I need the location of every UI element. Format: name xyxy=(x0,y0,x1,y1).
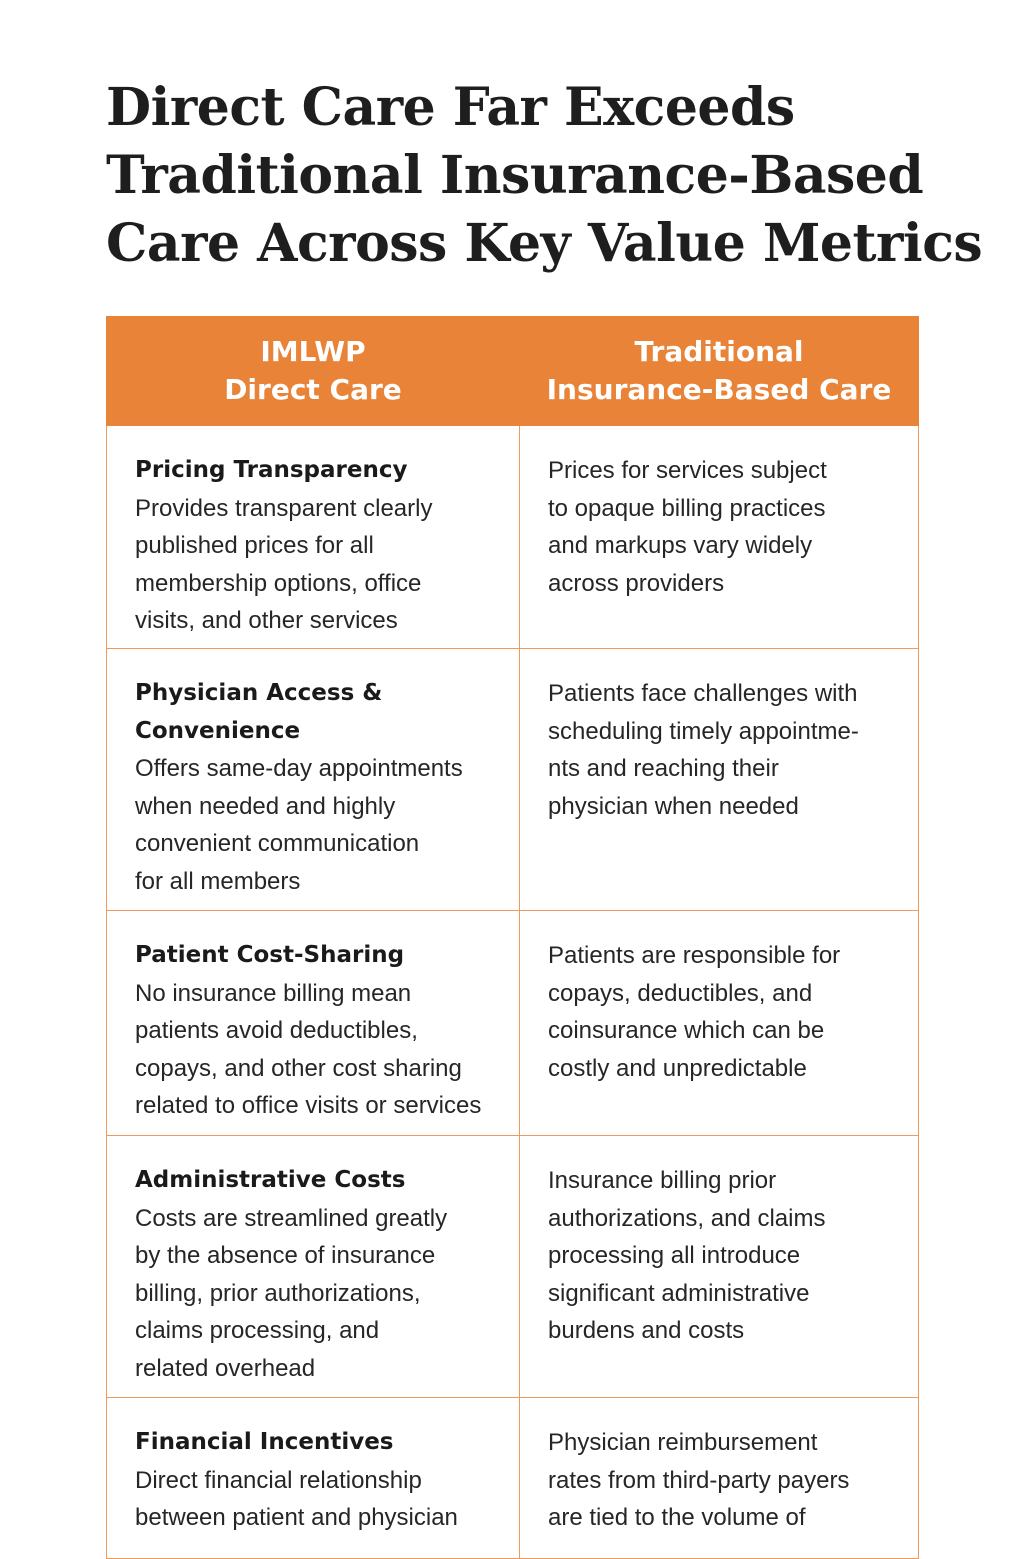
text-line: across providers xyxy=(548,569,725,597)
metric-name-line: Patient Cost-Sharing xyxy=(135,942,405,968)
text-line: convenient communication xyxy=(135,830,420,857)
table-header-row xyxy=(107,317,919,426)
text-line: billing, prior authorizations, xyxy=(135,1279,421,1307)
direct-care-description xyxy=(135,490,509,640)
direct-care-cell xyxy=(107,911,520,1136)
direct-care-description xyxy=(135,1462,509,1537)
text-line: claims processing, and xyxy=(135,1317,380,1344)
table-row xyxy=(107,911,919,1136)
text-line: copays, deductibles, and xyxy=(548,979,813,1007)
text-line: significant administrative xyxy=(548,1279,810,1307)
traditional-care-description xyxy=(548,937,908,1087)
metric-name-line: Pricing Transparency xyxy=(135,457,408,483)
traditional-care-cell xyxy=(520,1398,919,1559)
traditional-care-description xyxy=(548,1162,908,1350)
text-line: and markups vary widely xyxy=(548,532,813,559)
direct-care-description xyxy=(135,1200,509,1388)
traditional-care-description xyxy=(548,452,908,602)
traditional-care-cell xyxy=(520,1136,919,1398)
text-line: Patients face challenges with xyxy=(548,680,858,707)
text-line: visits, and other services xyxy=(135,607,398,634)
text-line: membership options, office xyxy=(135,569,422,597)
text-line: burdens and costs xyxy=(548,1317,745,1344)
text-line: nts and reaching their xyxy=(548,755,779,782)
metric-name-line: Physician Access & xyxy=(135,680,383,706)
traditional-care-description xyxy=(548,675,908,825)
direct-care-cell xyxy=(107,1398,520,1559)
header-traditional-care xyxy=(520,317,919,426)
direct-care-cell xyxy=(107,649,520,911)
direct-care-cell xyxy=(107,426,520,649)
text-line: Provides transparent clearly xyxy=(135,494,433,522)
text-line: patients avoid deductibles, xyxy=(135,1017,418,1044)
text-line: Offers same-day appointments xyxy=(135,755,463,782)
traditional-care-description xyxy=(548,1424,908,1537)
table-row xyxy=(107,426,919,649)
text-line: published prices for all xyxy=(135,532,374,559)
text-line: costly and unpredictable xyxy=(548,1054,807,1082)
header-line: IMLWP xyxy=(260,335,366,368)
traditional-care-cell xyxy=(520,426,919,649)
metric-name-line: Administrative Costs xyxy=(135,1167,406,1193)
table-row xyxy=(107,1136,919,1398)
text-line: Prices for services subject xyxy=(548,457,827,484)
text-line: related to office visits or services xyxy=(135,1092,482,1119)
text-line: scheduling timely appointme- xyxy=(548,717,859,745)
text-line: Physician reimbursement xyxy=(548,1429,818,1456)
direct-care-description xyxy=(135,975,509,1125)
header-line: Direct Care xyxy=(224,373,402,406)
header-direct-care xyxy=(107,317,520,426)
text-line: when needed and highly xyxy=(135,792,396,820)
metric-name xyxy=(135,1424,509,1462)
table-row xyxy=(107,649,919,911)
text-line: Direct financial relationship xyxy=(135,1466,422,1494)
header-line: Insurance-Based Care xyxy=(546,373,892,406)
page-title-line: Care Across Key Value Metrics xyxy=(106,213,983,274)
text-line: processing all introduce xyxy=(548,1242,801,1269)
page-title-line: Direct Care Far Exceeds xyxy=(106,77,795,138)
traditional-care-cell xyxy=(520,911,919,1136)
text-line: authorizations, and claims xyxy=(548,1204,826,1232)
text-line: are tied to the volume of xyxy=(548,1504,806,1531)
text-line: rates from third-party payers xyxy=(548,1466,850,1494)
metric-name xyxy=(135,675,509,750)
text-line: physician when needed xyxy=(548,792,799,820)
metric-name-line: Financial Incentives xyxy=(135,1429,394,1455)
direct-care-cell xyxy=(107,1136,520,1398)
text-line: No insurance billing mean xyxy=(135,979,412,1007)
page-title xyxy=(106,74,983,278)
metric-name xyxy=(135,452,509,490)
page-title-line: Traditional Insurance-Based xyxy=(106,145,924,206)
text-line: Insurance billing prior xyxy=(548,1167,777,1194)
direct-care-description xyxy=(135,750,509,900)
text-line: Costs are streamlined greatly xyxy=(135,1204,448,1232)
metric-name xyxy=(135,937,509,975)
text-line: Patients are responsible for xyxy=(548,942,841,969)
table-row xyxy=(107,1398,919,1559)
metric-name-line: Convenience xyxy=(135,717,301,744)
text-line: to opaque billing practices xyxy=(548,494,826,522)
text-line: coinsurance which can be xyxy=(548,1017,825,1044)
header-line: Traditional xyxy=(634,335,804,368)
text-line: copays, and other cost sharing xyxy=(135,1054,462,1082)
metric-name xyxy=(135,1162,509,1200)
text-line: between patient and physician xyxy=(135,1504,458,1531)
text-line: for all members xyxy=(135,867,301,895)
text-line: related overhead xyxy=(135,1354,316,1382)
text-line: by the absence of insurance xyxy=(135,1242,436,1269)
traditional-care-cell xyxy=(520,649,919,911)
comparison-table xyxy=(106,316,919,1559)
